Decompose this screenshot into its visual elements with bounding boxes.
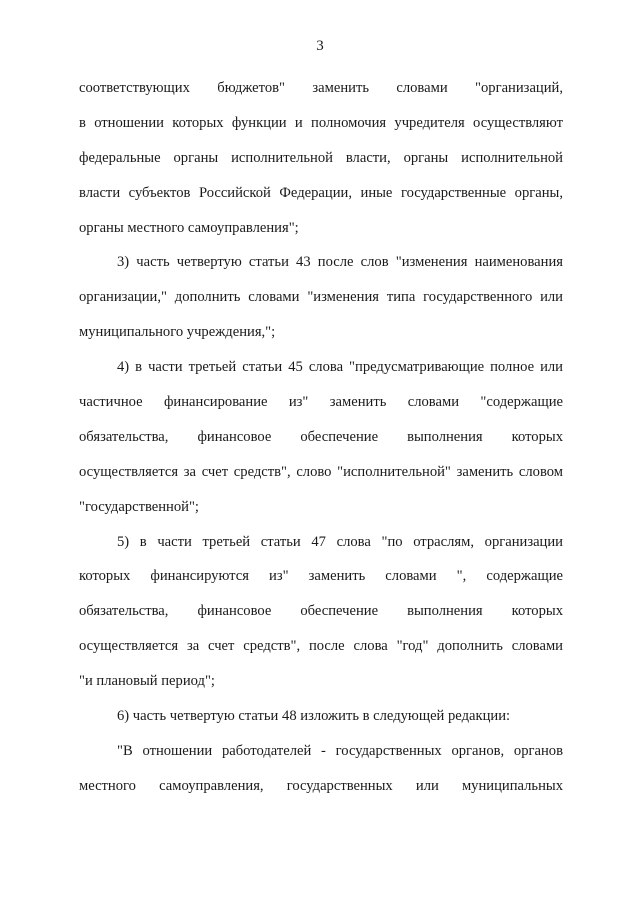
paragraph-item-3 — [79, 245, 563, 350]
text-line: муниципального учреждения,"; — [79, 324, 276, 341]
paragraph-item-5 — [79, 525, 563, 699]
paragraph — [79, 71, 563, 245]
paragraph-item-4 — [79, 350, 563, 524]
text-line: 3) часть четвертую статьи 43 после слов "изменения наименования — [117, 254, 563, 271]
text-line: осуществляется за счет средств", слово "исполнительной" заменить словом — [79, 463, 563, 480]
text-line: которых финансируются из" заменить словами ", содержащие — [79, 568, 563, 585]
document-body — [79, 71, 563, 804]
text-line: соответствующих бюджетов" заменить словами "организаций, — [79, 80, 563, 96]
quoted-paragraph — [79, 734, 563, 804]
text-line: организации," дополнить словами "изменения типа государственного или — [79, 289, 563, 306]
text-line: обязательства, финансовое обеспечение выполнения которых — [79, 603, 563, 620]
text-line: 5) в части третьей статьи 47 слова "по отраслям, организации — [117, 533, 563, 550]
text-line: в отношении которых функции и полномочия учредителя осуществляют — [79, 114, 563, 131]
text-line: обязательства, финансовое обеспечение выполнения которых — [79, 428, 563, 445]
page-number: 3 — [316, 38, 324, 54]
text-line: органы местного самоуправления"; — [79, 219, 299, 236]
text-line: федеральные органы исполнительной власти, органы исполнительной — [79, 149, 563, 166]
text-line: частичное финансирование из" заменить словами "содержащие — [79, 394, 563, 411]
text-line: власти субъектов Российской Федерации, иные государственные органы, — [79, 184, 563, 201]
text-line: "государственной"; — [79, 498, 199, 515]
paragraph-item-6 — [79, 699, 563, 734]
text-line: 6) часть четвертую статьи 48 изложить в следующей редакции: — [117, 708, 511, 725]
text-line: местного самоуправления, государственных или муниципальных — [79, 777, 563, 794]
text-line: "В отношении работодателей - государственных органов, органов — [117, 742, 563, 759]
text-line: 4) в части третьей статьи 45 слова "предусматривающие полное или — [117, 359, 563, 376]
text-line: "и плановый период"; — [79, 673, 215, 690]
text-line: осуществляется за счет средств", после слова "год" дополнить словами — [79, 638, 563, 655]
